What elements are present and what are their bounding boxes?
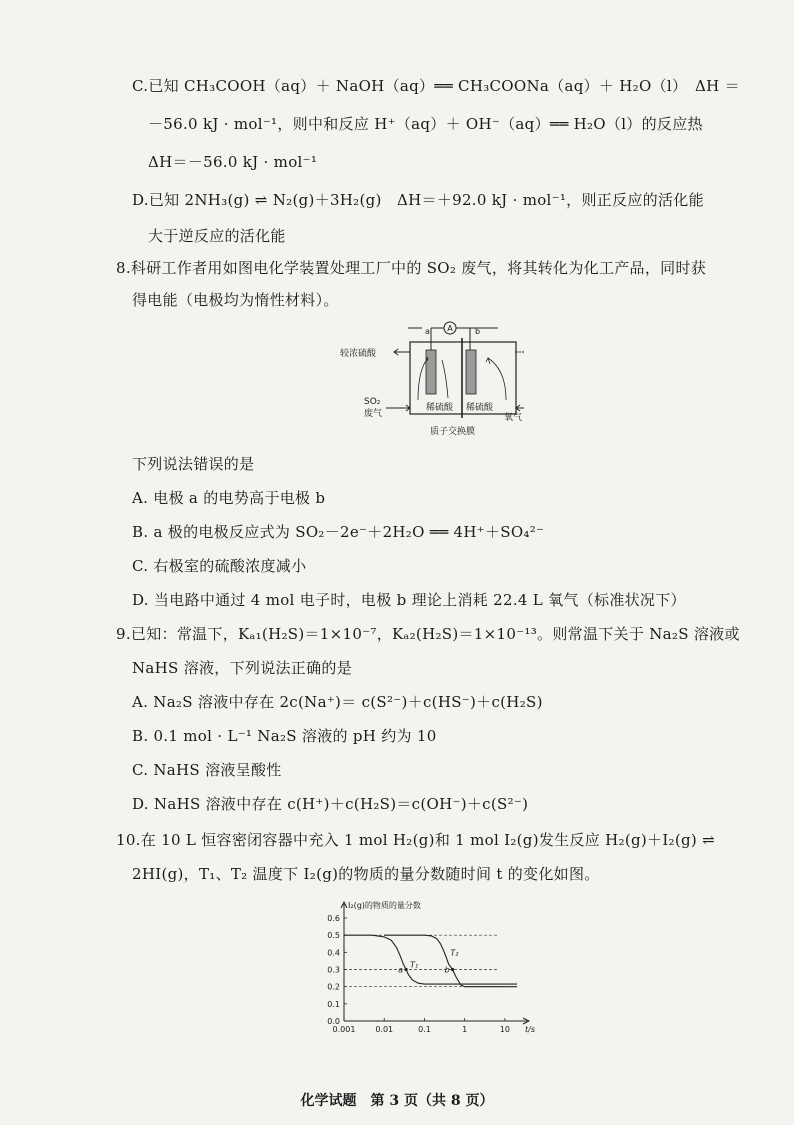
q9-stem-line1 bbox=[116, 624, 740, 644]
x-tick-label: 0.01 bbox=[375, 1025, 394, 1034]
y-tick-label: 0.1 bbox=[327, 999, 340, 1009]
waste-gas-label: 废气 bbox=[364, 409, 383, 419]
q10-stem-line1 bbox=[116, 830, 715, 850]
x-tick-label: 0.001 bbox=[332, 1025, 356, 1034]
q7-option-c bbox=[132, 76, 740, 96]
y-tick-label: 0.6 bbox=[327, 914, 340, 923]
q9-stem-text: 已知：常温下，Kₐ₁(H₂S)＝1×10⁻⁷，Kₐ₂(H₂S)＝1×10⁻¹³。则常温下关于 Na₂S 溶液或 bbox=[130, 625, 740, 643]
q9-stem-line2: NaHS 溶液，下列说法正确的是 bbox=[132, 659, 352, 677]
q7-d-line1: 已知 2NH₃(g) ⇌ N₂(g)＋3H₂(g) ΔH＝＋92.0 kJ · mol⁻¹，则正反应的活化能 bbox=[148, 191, 704, 209]
electrode-a bbox=[426, 350, 436, 394]
x-axis-label: t/s bbox=[525, 1025, 535, 1034]
electrode-b-label: b bbox=[475, 327, 481, 336]
electrochemical-cell-diagram bbox=[338, 320, 528, 438]
electrode-b bbox=[466, 350, 476, 394]
left-outlet-label: 较浓硫酸 bbox=[340, 349, 377, 359]
q7-d-line2: 大于逆反应的活化能 bbox=[148, 227, 286, 245]
q8-option-a: A. 电极 a 的电势高于电极 b bbox=[132, 489, 326, 507]
series-line-2 bbox=[384, 935, 517, 987]
option-label: C. bbox=[132, 77, 149, 95]
electrode-a-label: a bbox=[425, 327, 430, 336]
right-flow-arrow bbox=[488, 358, 506, 400]
q10-stem-text: 在 10 L 恒容密闭容器中充入 1 mol H₂(g)和 1 mol I₂(g)发生反应 H₂(g)＋I₂(g) ⇌ bbox=[140, 831, 716, 849]
y-axis-label: I₂(g)的物质的量分数 bbox=[348, 901, 421, 910]
y-tick-label: 0.3 bbox=[327, 965, 340, 975]
right-electrolyte-label: 稀硫酸 bbox=[466, 403, 494, 413]
left-electrolyte-label: 稀硫酸 bbox=[426, 403, 454, 413]
q8-prompt: 下列说法错误的是 bbox=[132, 455, 255, 473]
x-tick-label: 0.1 bbox=[418, 1025, 431, 1034]
mole-fraction-chart bbox=[312, 896, 542, 1046]
chart-reference-lines bbox=[344, 935, 497, 987]
q9-option-d: D. NaHS 溶液中存在 c(H⁺)＋c(H₂S)＝c(OH⁻)＋c(S²⁻) bbox=[132, 795, 529, 813]
q9-option-b: B. 0.1 mol · L⁻¹ Na₂S 溶液的 pH 约为 10 bbox=[132, 727, 437, 745]
chart-labels bbox=[327, 900, 535, 1034]
q8-option-b: B. a 极的电极反应式为 SO₂－2e⁻＋2H₂O ══ 4H⁺＋SO₄²⁻ bbox=[132, 523, 545, 541]
series-line-1 bbox=[344, 935, 517, 984]
q8-stem-line1 bbox=[116, 258, 706, 278]
ammeter-label: A bbox=[447, 324, 453, 333]
y-tick-label: 0.2 bbox=[327, 982, 340, 992]
point-label-a: a bbox=[398, 965, 404, 975]
q7-c-line1: 已知 CH₃COOH（aq）＋ NaOH（aq）══ CH₃COONa（aq）＋ H₂O（l） ΔH ＝ bbox=[148, 77, 740, 95]
q8-option-d: D. 当电路中通过 4 mol 电子时，电极 b 理论上消耗 22.4 L 氧气（标准状况下） bbox=[132, 591, 686, 609]
q7-option-d bbox=[132, 190, 704, 210]
question-number: 8. bbox=[116, 259, 131, 277]
so2-label: SO₂ bbox=[364, 397, 381, 407]
q7-c-line3: ΔH＝－56.0 kJ · mol⁻¹ bbox=[148, 153, 318, 171]
point-label-b: b bbox=[444, 965, 450, 975]
series-label-1: T₁ bbox=[410, 960, 419, 970]
q9-option-c: C. NaHS 溶液呈酸性 bbox=[132, 761, 282, 779]
option-label: D. bbox=[132, 191, 149, 209]
q8-option-c: C. 右极室的硫酸浓度减小 bbox=[132, 557, 307, 575]
x-tick-label: 1 bbox=[462, 1025, 468, 1034]
point-b bbox=[451, 968, 454, 971]
question-number: 9. bbox=[116, 625, 131, 643]
q8-stem-text: 科研工作者用如图电化学装置处理工厂中的 SO₂ 废气，将其转化为化工产品，同时获 bbox=[130, 259, 707, 277]
y-tick-label: 0.0 bbox=[327, 1017, 340, 1026]
q10-stem-line2: 2HI(g)，T₁、T₂ 温度下 I₂(g)的物质的量分数随时间 t 的变化如图。 bbox=[132, 865, 600, 883]
point-a bbox=[405, 968, 408, 971]
chart-series bbox=[344, 935, 517, 987]
chart-axes bbox=[341, 902, 529, 1024]
series-label-2: T₂ bbox=[450, 948, 459, 958]
membrane-label: 质子交换膜 bbox=[430, 427, 476, 437]
question-number: 10. bbox=[116, 831, 141, 849]
q8-stem-line2: 得电能（电极均为惰性材料）。 bbox=[132, 291, 339, 309]
x-tick-label: 10 bbox=[499, 1025, 510, 1034]
y-tick-label: 0.4 bbox=[327, 948, 340, 958]
y-tick-label: 0.5 bbox=[327, 931, 340, 941]
q7-c-line2: －56.0 kJ · mol⁻¹，则中和反应 H⁺（aq）＋ OH⁻（aq）══ H₂O（l）的反应热 bbox=[148, 115, 703, 133]
q9-option-a: A. Na₂S 溶液中存在 2c(Na⁺)＝ c(S²⁻)＋c(HS⁻)＋c(H₂S) bbox=[132, 693, 543, 711]
oxygen-label: 氧气 bbox=[504, 413, 523, 423]
page-footer: 化学试题 第 3 页（共 8 页） bbox=[300, 1093, 494, 1109]
